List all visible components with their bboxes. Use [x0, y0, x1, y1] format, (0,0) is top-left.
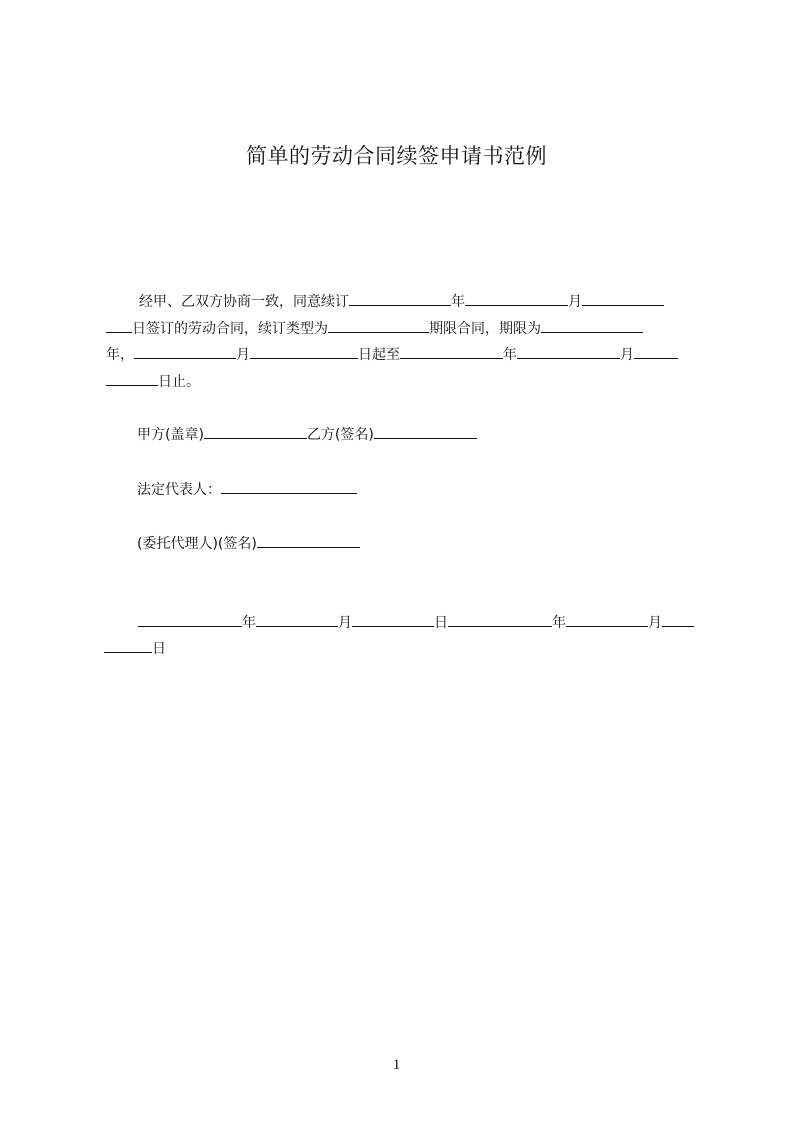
blank-renew-month[interactable] [465, 291, 568, 306]
end-label: 日止。 [158, 374, 200, 390]
signed-contract-text: 日签订的劳动合同，续订类型为 [132, 321, 328, 337]
date-day-label-2: 日 [152, 641, 166, 657]
blank-start-day[interactable] [250, 344, 358, 359]
date-line-2 [104, 638, 166, 659]
paragraph-line-3 [106, 344, 678, 365]
legal-rep-label: 法定代表人： [137, 482, 221, 498]
blank-renew-day-part1[interactable] [582, 291, 664, 306]
party-a-seal-field[interactable] [204, 424, 307, 439]
agreement-text: 经甲、乙双方协商一致，同意续订 [139, 294, 349, 310]
year-comma-label: 年， [106, 347, 134, 363]
blank-end-day-part1[interactable] [634, 344, 678, 359]
year-label-2: 年 [503, 347, 517, 363]
from-to-label: 日起至 [358, 347, 400, 363]
blank-end-month[interactable] [517, 344, 620, 359]
blank-renew-day-part2[interactable] [106, 318, 132, 333]
year-label: 年 [451, 294, 465, 310]
blank-term-length[interactable] [541, 318, 643, 333]
paragraph-line-1 [139, 291, 664, 312]
blank-date-year-2[interactable] [448, 612, 552, 627]
agent-label: (委托代理人)(签名) [137, 536, 257, 552]
blank-date-year-1[interactable] [138, 612, 242, 627]
blank-start-month[interactable] [134, 344, 236, 359]
party-a-label: 甲方(盖章) [137, 427, 204, 443]
paragraph-line-4 [106, 371, 200, 392]
blank-contract-type[interactable] [328, 318, 429, 333]
blank-date-month-1[interactable] [256, 612, 338, 627]
month-label-3: 月 [620, 347, 634, 363]
legal-representative-line [137, 479, 357, 500]
date-month-label-1: 月 [338, 615, 352, 631]
date-year-label-2: 年 [552, 615, 566, 631]
date-year-label-1: 年 [242, 615, 256, 631]
blank-date-day-1[interactable] [352, 612, 434, 627]
blank-date-month-2[interactable] [566, 612, 648, 627]
agent-signature-field[interactable] [257, 533, 360, 548]
term-contract-text: 期限合同，期限为 [429, 321, 541, 337]
blank-end-year[interactable] [400, 344, 503, 359]
blank-renew-year[interactable] [349, 291, 451, 306]
page-number: 1 [392, 1057, 401, 1073]
legal-rep-field[interactable] [221, 479, 357, 494]
agent-line [137, 533, 360, 554]
blank-date-day-2-part1[interactable] [662, 612, 694, 627]
date-day-label-1: 日 [434, 615, 448, 631]
date-line [138, 612, 694, 633]
month-label: 月 [568, 294, 582, 310]
month-label-2: 月 [236, 347, 250, 363]
paragraph-line-2 [106, 318, 643, 339]
party-b-signature-field[interactable] [374, 424, 477, 439]
page-title: 简单的劳动合同续签申请书范例 [246, 144, 547, 168]
blank-date-day-2-part2[interactable] [104, 638, 152, 653]
date-month-label-2: 月 [648, 615, 662, 631]
party-signature-line [137, 424, 477, 445]
party-b-label: 乙方(签名) [306, 427, 374, 443]
blank-end-day-part2[interactable] [106, 371, 158, 386]
